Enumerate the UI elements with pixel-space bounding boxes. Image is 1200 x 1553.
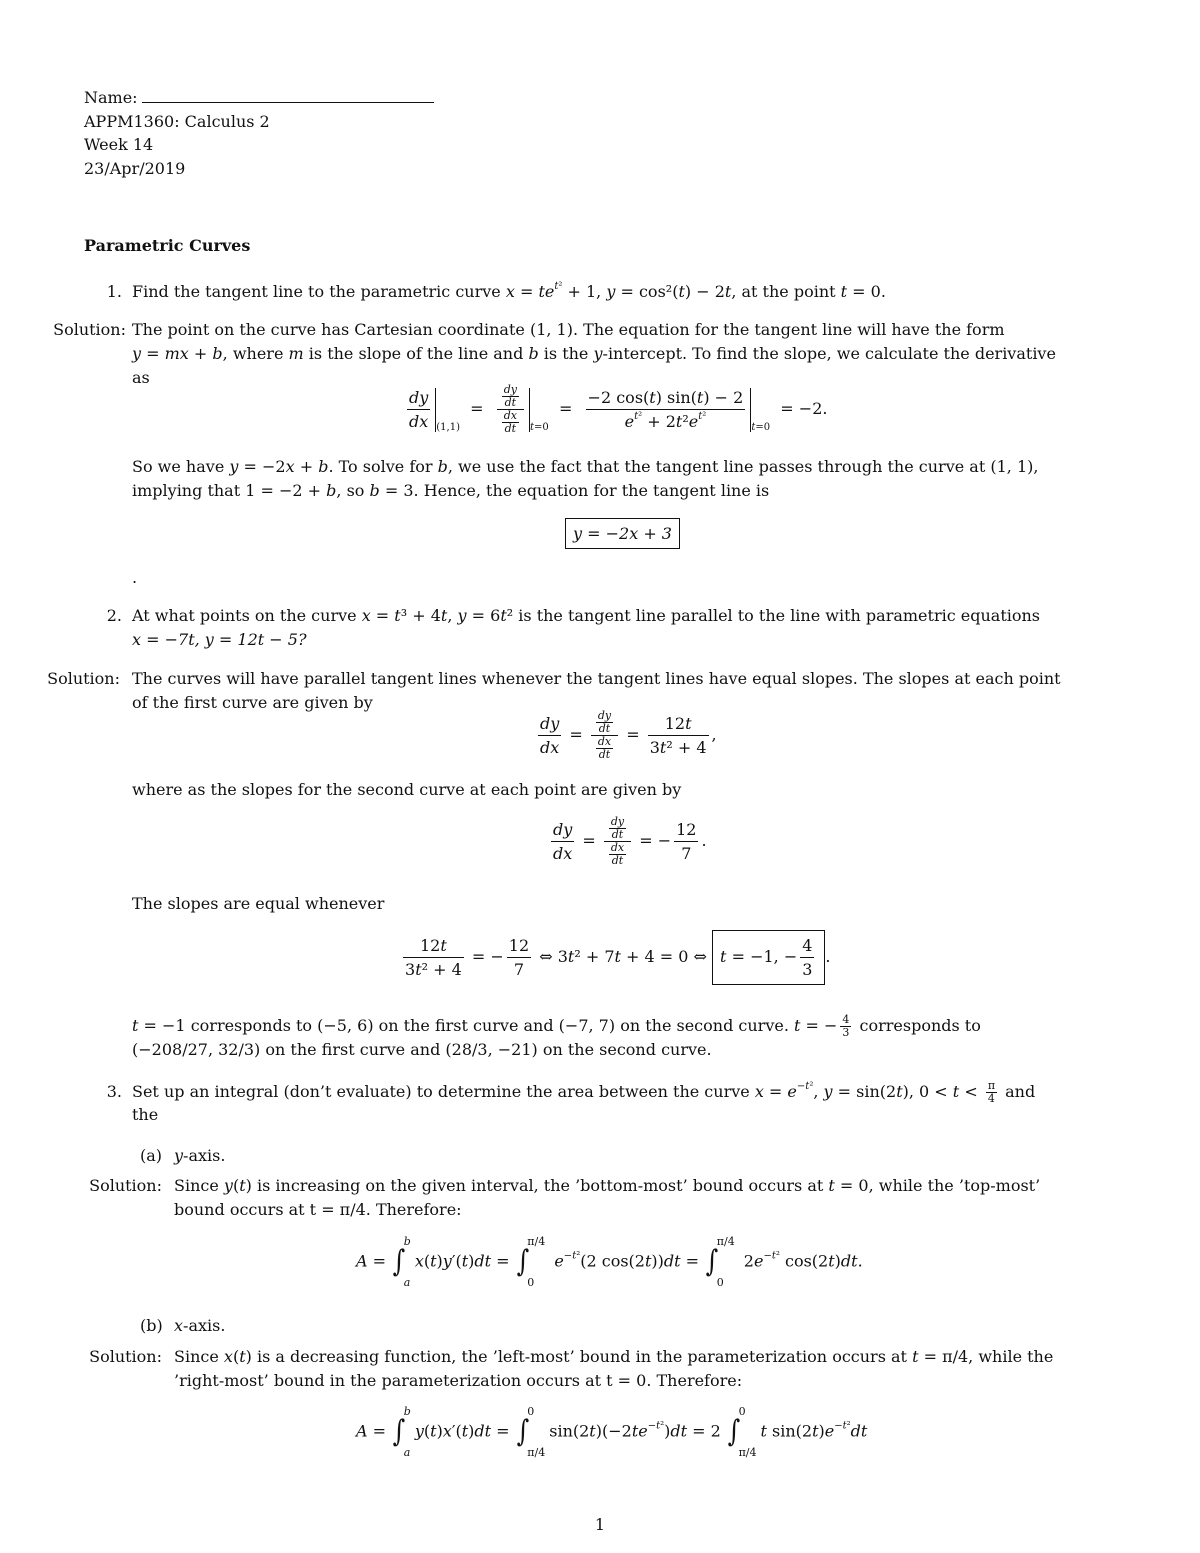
q1-solution-line5: implying that 1 = −2 + b, so b = 3. Hence, the equation for the tangent line is bbox=[132, 481, 770, 500]
header-block bbox=[84, 86, 434, 180]
week-label: Week 14 bbox=[84, 135, 154, 154]
name-label: Name: bbox=[84, 88, 138, 107]
q3b-solution-line2: ’right-most’ bound in the parameterization occurs at t = 0. Therefore: bbox=[174, 1371, 743, 1390]
q3b-label: (b) bbox=[140, 1316, 163, 1335]
q2-solution-line1: The curves will have parallel tangent lines whenever the tangent lines have equal slopes. The slopes at each point bbox=[132, 669, 1061, 688]
q2-solution-line2: of the first curve are given by bbox=[132, 693, 373, 712]
q3-statement-line2: the bbox=[132, 1105, 159, 1124]
q2-statement-line2: x = −7t, y = 12t − 5? bbox=[132, 630, 307, 649]
q2-slope-equation-1: $\frac{dy}{dx}$ = $\frac{\frac{dy}{dt}}{\frac{dx}{dt}}$ = $\frac{12t}{\text{3t² + 4}}$ , bbox=[540, 709, 717, 762]
q2-statement-line1: At what points on the curve x = t³ + 4t, y = 6t² is the tangent line parallel to the line with parametric equations bbox=[132, 606, 1041, 625]
q3-number: 3. bbox=[106, 1082, 122, 1101]
q3b-solution-label: Solution: bbox=[89, 1347, 162, 1366]
q2-slope-equation-2: $\frac{dy}{dx}$ = $\frac{\frac{dy}{dt}}{\frac{dx}{dt}}$ = − $\frac{12}{7}$ . bbox=[553, 815, 707, 868]
q1-solution-line4: So we have y = −2x + b. To solve for b, we use the fact that the tangent line passes through the curve at (1, 1), bbox=[132, 457, 1039, 476]
q2-number: 2. bbox=[106, 606, 122, 625]
q3b-solution-line1: Since x(t) is a decreasing function, the ’left-most’ bound in the parameterization occurs at t = π/4, while the bbox=[174, 1347, 1054, 1366]
q2-solution-line6: (−208/27, 32/3) on the first curve and (28/3, −21) on the second curve. bbox=[132, 1040, 712, 1059]
q3-statement-line1: Set up an integral (don’t evaluate) to determine the area between the curve $x = e^{-t^2}$, y = sin(2t), 0 < t < $\frac{\pi}{4}$ and bbox=[132, 1079, 1036, 1106]
name-line bbox=[84, 86, 434, 110]
q2-solution-label: Solution: bbox=[47, 669, 120, 688]
q1-derivative-equation: $\frac{dy}{dx}$ $_{(1,1)}$ = $\frac{\frac{dy}{dt}}{\frac{dx}{dt}}$ $_{t=0}$ = $\frac{-2 \cos(t) \sin(t) - 2}{e^{t^2} + 2t^2e^{t^2}}$ $_{t=0}$ = −2. bbox=[409, 383, 828, 436]
q2-equality-equation: $\frac{12t}{\text{3t² + 4}}$ = − $\frac{12}{7}$ ⇔ 3t² + 7t + 4 = 0 ⇔ t = −1, − $\frac{4}{3}$ . bbox=[400, 930, 831, 985]
q3a-text: y-axis. bbox=[174, 1146, 226, 1165]
name-blank bbox=[142, 88, 434, 103]
section-title: Parametric Curves bbox=[84, 236, 251, 255]
q3a-solution-label: Solution: bbox=[89, 1176, 162, 1195]
q3a-solution-line1: Since y(t) is increasing on the given interval, the ’bottom-most’ bound occurs at t = 0, while the ’top-most’ bbox=[174, 1176, 1041, 1195]
date-label: 23/Apr/2019 bbox=[84, 158, 186, 178]
q1-answer-box: y = −2x + 3 bbox=[565, 518, 680, 549]
q3a-label: (a) bbox=[140, 1146, 163, 1165]
q1-statement: Find the tangent line to the parametric curve $x = te^{t^2} + 1$, y = cos²(t) − 2t, at the point t = 0. bbox=[132, 281, 886, 301]
q1-trailing-dot: . bbox=[132, 568, 138, 587]
q3a-integral-equation: A = ∫ b a x(t)y′(t)dt = ∫ π/4 0 $e^{-t^2}(2$ cos(2t))dt = ∫ π/4 0 $2e^{-t^2}$ cos(2t)dt. bbox=[356, 1234, 863, 1289]
q1-solution-line1: The point on the curve has Cartesian coordinate (1, 1). The equation for the tangent line will have the form bbox=[132, 320, 1005, 339]
q3b-text: x-axis. bbox=[174, 1316, 226, 1335]
q2-solution-line4: The slopes are equal whenever bbox=[132, 894, 385, 913]
q2-solution-line3: where as the slopes for the second curve at each point are given by bbox=[132, 780, 682, 799]
q2-solution-line5: t = −1 corresponds to (−5, 6) on the first curve and (−7, 7) on the second curve. t = − $\frac{4}{3}$ corresponds to bbox=[132, 1013, 981, 1040]
q1-solution-line3: as bbox=[132, 368, 150, 387]
course-title: APPM1360: Calculus 2 bbox=[84, 111, 270, 131]
page-number: 1 bbox=[594, 1515, 606, 1534]
q3a-solution-line2: bound occurs at t = π/4. Therefore: bbox=[174, 1200, 462, 1219]
q1-number: 1. bbox=[106, 282, 122, 301]
q1-solution-line2: y = mx + b, where m is the slope of the line and b is the y-intercept. To find the slope, we calculate the derivative bbox=[132, 344, 1056, 363]
q1-solution-label: Solution: bbox=[53, 320, 126, 339]
q3b-integral-equation: A = ∫ b a y(t)x′(t)dt = ∫ 0 π/4 $\sin(2t)(-2te^{-t^2})dt = 2$ ∫ 0 π/4 t $\sin(2t)e^{-t^2}dt$ bbox=[356, 1404, 868, 1459]
